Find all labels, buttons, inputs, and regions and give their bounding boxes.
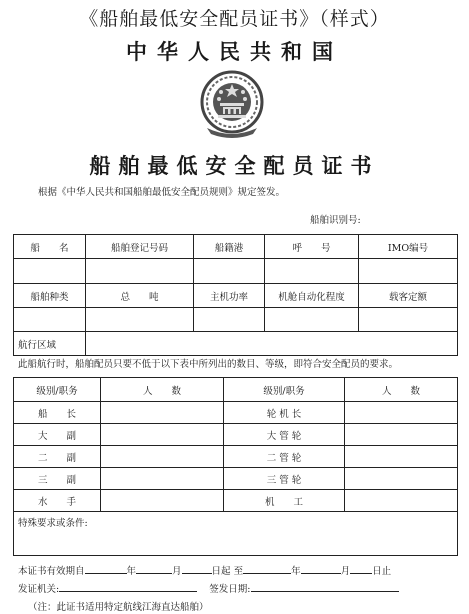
crew-header-rank: 级别/职务 <box>14 378 101 402</box>
start-month-field[interactable] <box>136 563 172 574</box>
crew-header-count: 人 数 <box>101 378 224 402</box>
crew-table <box>13 377 458 556</box>
table-row <box>14 402 458 424</box>
automation-level-cell[interactable] <box>265 308 359 332</box>
document-title: 《船舶最低安全配员证书》（样式） <box>79 8 390 30</box>
issue-date-label: 签发日期: <box>209 584 251 595</box>
month-label: 月 <box>340 566 351 577</box>
end-month-field[interactable] <box>301 563 341 574</box>
table-row <box>14 424 458 446</box>
count-cell[interactable] <box>345 468 458 490</box>
rank-label: 机 工 <box>224 490 345 512</box>
table-row <box>14 468 458 490</box>
ship-type-cell[interactable] <box>14 308 86 332</box>
count-cell[interactable] <box>101 446 224 468</box>
rank-label: 三 管 轮 <box>224 468 345 490</box>
day-label: 日起 <box>211 566 231 577</box>
rank-label: 船 长 <box>14 402 101 424</box>
header-engine-power: 主机功率 <box>194 284 265 308</box>
header-automation-level: 机舱自动化程度 <box>265 284 359 308</box>
rank-label: 二 副 <box>14 446 101 468</box>
table-row <box>14 490 458 512</box>
issue-date-field[interactable] <box>251 581 399 592</box>
count-cell[interactable] <box>345 402 458 424</box>
crew-requirement-intro: 此船航行时，船舶配员只要不低于以下表中所列出的数目、等级，即符合安全配员的要求。 <box>18 359 399 370</box>
count-cell[interactable] <box>345 490 458 512</box>
header-navigation-area: 航行区域 <box>14 332 86 356</box>
engine-power-cell[interactable] <box>194 308 265 332</box>
count-cell[interactable] <box>345 446 458 468</box>
call-sign-cell[interactable] <box>265 259 359 284</box>
end-day-field[interactable] <box>350 563 372 574</box>
month-label: 月 <box>172 566 182 577</box>
header-passenger-capacity: 载客定额 <box>359 284 458 308</box>
rank-label: 轮 机 长 <box>224 402 345 424</box>
issuance-basis: 根据《中华人民共和国船舶最低安全配员规则》规定签发。 <box>38 187 286 198</box>
gross-tonnage-cell[interactable] <box>86 308 194 332</box>
ship-name-cell[interactable] <box>14 259 86 284</box>
header-ship-name: 船 名 <box>14 235 86 259</box>
year-label: 年 <box>291 566 301 577</box>
rank-label: 三 副 <box>14 468 101 490</box>
rank-label: 大 管 轮 <box>224 424 345 446</box>
header-call-sign: 呼 号 <box>265 235 359 259</box>
rank-label: 大 副 <box>14 424 101 446</box>
ship-info-header-row-2 <box>14 284 458 308</box>
country-name: 中华人民共和国 <box>126 39 343 64</box>
start-day-field[interactable] <box>182 563 212 574</box>
header-imo-number: IMO编号 <box>359 235 458 259</box>
crew-header-count-engine: 人 数 <box>345 378 458 402</box>
passenger-capacity-cell[interactable] <box>359 308 458 332</box>
header-ship-type: 船舶种类 <box>14 284 86 308</box>
certificate-title: 船舶最低安全配员证书 <box>89 153 380 178</box>
header-port-of-registry: 船籍港 <box>194 235 265 259</box>
navigation-area-cell[interactable] <box>86 332 458 356</box>
validity-line <box>18 563 391 577</box>
end-year-field[interactable] <box>243 563 291 574</box>
start-year-field[interactable] <box>85 563 127 574</box>
validity-prefix: 本证书有效期自 <box>18 566 85 577</box>
table-row <box>14 446 458 468</box>
special-requirements-cell[interactable] <box>14 512 458 556</box>
count-cell[interactable] <box>101 424 224 446</box>
issuing-authority-field[interactable] <box>59 581 197 592</box>
day-label: 日止 <box>372 566 392 577</box>
ship-id-label: 船舶识别号: <box>310 215 361 226</box>
crew-header-row <box>14 378 458 402</box>
count-cell[interactable] <box>345 424 458 446</box>
ship-info-value-row-1 <box>14 259 458 284</box>
to-label: 至 <box>233 566 244 577</box>
port-of-registry-cell[interactable] <box>194 259 265 284</box>
ship-info-table <box>13 234 458 356</box>
header-registration-number: 船舶登记号码 <box>86 235 194 259</box>
count-cell[interactable] <box>101 402 224 424</box>
special-requirements-label: 特殊要求或条件: <box>18 518 88 529</box>
special-requirements-row <box>14 512 458 556</box>
national-emblem-icon <box>197 68 267 140</box>
issuance-line <box>18 581 399 595</box>
navigation-area-row <box>14 332 458 356</box>
issuing-authority-label: 发证机关: <box>18 584 60 595</box>
registration-number-cell[interactable] <box>86 259 194 284</box>
count-cell[interactable] <box>101 490 224 512</box>
rank-label: 水 手 <box>14 490 101 512</box>
footnote: （注：此证书适用特定航线江海直达船舶） <box>28 602 209 613</box>
ship-info-value-row-2 <box>14 308 458 332</box>
crew-header-rank-engine: 级别/职务 <box>224 378 345 402</box>
header-gross-tonnage: 总 吨 <box>86 284 194 308</box>
ship-info-header-row-1 <box>14 235 458 259</box>
imo-number-cell[interactable] <box>359 259 458 284</box>
count-cell[interactable] <box>101 468 224 490</box>
rank-label: 二 管 轮 <box>224 446 345 468</box>
year-label: 年 <box>126 566 137 577</box>
